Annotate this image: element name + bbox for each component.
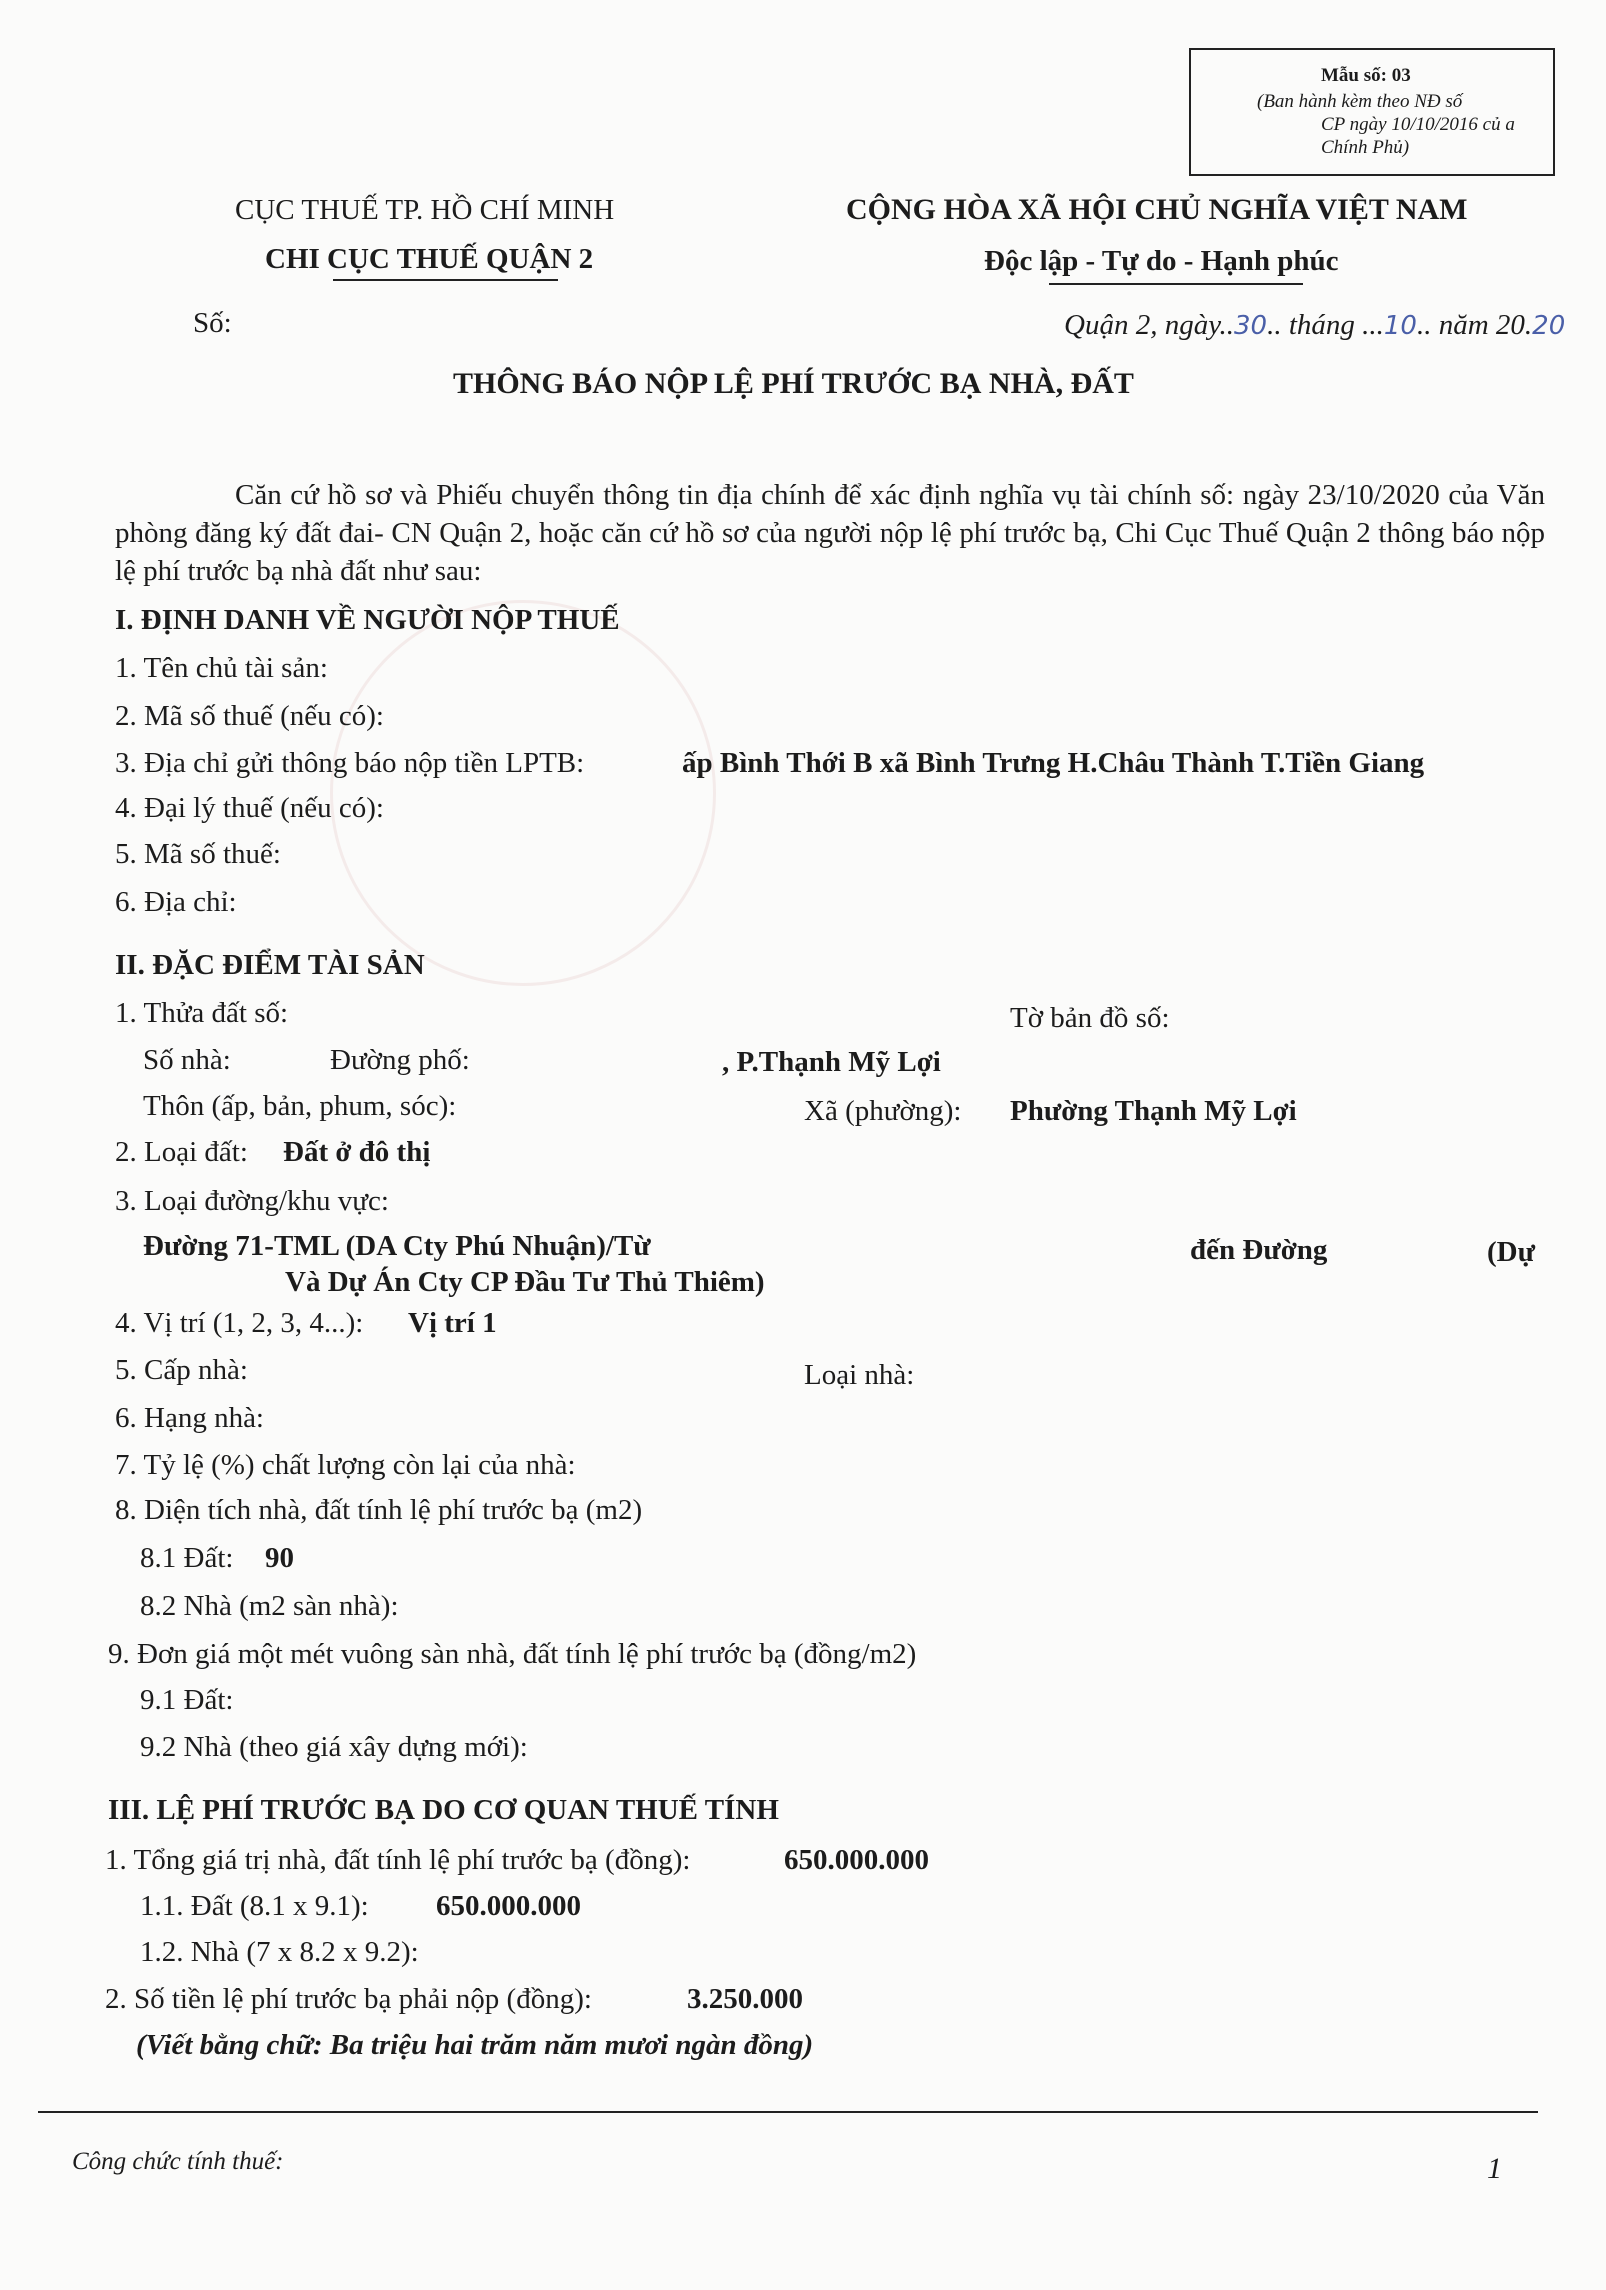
form-issuance-line-1: (Ban hành kèm theo NĐ số bbox=[1257, 91, 1463, 112]
road-type-value-line-2: Và Dự Án Cty CP Đầu Tư Thủ Thiêm) bbox=[285, 1266, 765, 1298]
remaining-quality-label: 7. Tỷ lệ (%) chất lượng còn lại của nhà: bbox=[115, 1449, 576, 1481]
date-month-dots-2: .. bbox=[1416, 309, 1439, 341]
date-day-handwritten: 30 bbox=[1233, 311, 1268, 341]
fee-payable-value: 3.250.000 bbox=[687, 1983, 803, 2015]
section-2-heading: II. ĐẶC ĐIỂM TÀI SẢN bbox=[115, 949, 425, 981]
tax-officer-label: Công chức tính thuế: bbox=[72, 2148, 284, 2175]
notice-address-value: ấp Bình Thới B xã Bình Trưng H.Châu Thành T.Tiền Giang bbox=[682, 747, 1425, 779]
form-number-box bbox=[1189, 48, 1555, 176]
agency-name: CHI CỤC THUẾ QUẬN 2 bbox=[265, 243, 594, 275]
date-line bbox=[1064, 307, 1565, 344]
road-type-value-to: đến Đường bbox=[1190, 1234, 1328, 1266]
land-area-value: 90 bbox=[265, 1542, 294, 1574]
motto-underline bbox=[1049, 283, 1303, 285]
road-type-value-line-1: Đường 71-TML (DA Cty Phú Nhuận)/Từ bbox=[143, 1230, 651, 1262]
document-title: THÔNG BÁO NỘP LỆ PHÍ TRƯỚC BẠ NHÀ, ĐẤT bbox=[453, 367, 1134, 400]
tax-code-label: 2. Mã số thuế (nếu có): bbox=[115, 700, 384, 732]
road-type-label: 3. Loại đường/khu vực: bbox=[115, 1185, 389, 1217]
land-type-value: Đất ở đô thị bbox=[283, 1136, 431, 1168]
date-place: Quận 2, ngày bbox=[1064, 309, 1220, 341]
unit-price-heading: 9. Đơn giá một mét vuông sàn nhà, đất tính lệ phí trước bạ (đồng/m2) bbox=[108, 1638, 917, 1670]
agency-parent: CỤC THUẾ TP. HỒ CHÍ MINH bbox=[235, 194, 615, 226]
date-day-dots-2: .. bbox=[1267, 309, 1289, 341]
land-value: 650.000.000 bbox=[436, 1890, 581, 1922]
ward-value: Phường Thạnh Mỹ Lợi bbox=[1010, 1095, 1297, 1127]
national-motto: Độc lập - Tự do - Hạnh phúc bbox=[984, 245, 1339, 277]
land-area-label: 8.1 Đất: bbox=[140, 1542, 234, 1574]
street-label: Đường phố: bbox=[330, 1044, 470, 1076]
agency-underline bbox=[333, 279, 558, 281]
owner-name-label: 1. Tên chủ tài sản: bbox=[115, 652, 328, 684]
date-month-handwritten: 10 bbox=[1383, 311, 1417, 341]
date-month-dots: ... bbox=[1354, 309, 1384, 341]
ward-label: Xã (phường): bbox=[804, 1095, 962, 1127]
document-number-label: Số: bbox=[193, 307, 232, 339]
agent-address-label: 6. Địa chỉ: bbox=[115, 886, 237, 918]
fee-payable-label: 2. Số tiền lệ phí trước bạ phải nộp (đồng): bbox=[105, 1983, 592, 2015]
area-heading: 8. Diện tích nhà, đất tính lệ phí trước bạ (m2) bbox=[115, 1494, 643, 1526]
house-class-label: 6. Hạng nhà: bbox=[115, 1402, 264, 1434]
land-plot-label: 1. Thửa đất số: bbox=[115, 997, 289, 1029]
fee-in-words: (Viết bằng chữ: Ba triệu hai trăm năm mươi ngàn đồng) bbox=[136, 2029, 814, 2061]
nation-name: CỘNG HÒA XÃ HỘI CHỦ NGHĨA VIỆT NAM bbox=[846, 193, 1468, 226]
form-issuance-line-2: CP ngày 10/10/2016 củ a bbox=[1321, 114, 1515, 135]
total-value-label: 1. Tổng giá trị nhà, đất tính lệ phí trước bạ (đồng): bbox=[105, 1844, 691, 1876]
date-year-label: năm 20. bbox=[1438, 309, 1533, 341]
section-1-heading: I. ĐỊNH DANH VỀ NGƯỜI NỘP THUẾ bbox=[115, 604, 620, 636]
position-value: Vị trí 1 bbox=[408, 1307, 497, 1339]
land-unit-price-label: 9.1 Đất: bbox=[140, 1684, 234, 1716]
faint-seal-mark bbox=[330, 600, 716, 986]
section-3-heading: III. LỆ PHÍ TRƯỚC BẠ DO CƠ QUAN THUẾ TÍNH bbox=[108, 1794, 779, 1826]
house-type-label: Loại nhà: bbox=[804, 1359, 915, 1391]
form-issuance-line-3: Chính Phủ) bbox=[1321, 137, 1410, 158]
land-value-label: 1.1. Đất (8.1 x 9.1): bbox=[140, 1890, 369, 1922]
notice-address-label: 3. Địa chỉ gửi thông báo nộp tiền LPTB: bbox=[115, 747, 585, 779]
house-unit-price-label: 9.2 Nhà (theo giá xây dựng mới): bbox=[140, 1731, 528, 1763]
form-number: Mẫu số: 03 bbox=[1321, 65, 1411, 86]
road-type-value-project: (Dự bbox=[1487, 1236, 1536, 1268]
land-type-label: 2. Loại đất: bbox=[115, 1136, 248, 1168]
position-label: 4. Vị trí (1, 2, 3, 4...): bbox=[115, 1307, 364, 1339]
tax-agent-label: 4. Đại lý thuế (nếu có): bbox=[115, 792, 384, 824]
agent-tax-code-label: 5. Mã số thuế: bbox=[115, 838, 281, 870]
date-day-dots: .. bbox=[1219, 309, 1234, 341]
page-number: 1 bbox=[1487, 2152, 1502, 2185]
house-value-label: 1.2. Nhà (7 x 8.2 x 9.2): bbox=[140, 1936, 419, 1968]
intro-paragraph: Căn cứ hồ sơ và Phiếu chuyển thông tin địa chính để xác định nghĩa vụ tài chính số: ngày 23/10/2020 của Văn phòng đăng ký đất đai- CN Quận 2, hoặc căn cứ hồ sơ của người nộp lệ phí trước bạ, Chi Cục Thuế Quận 2 thông báo nộp lệ phí trước bạ nhà đất như sau: bbox=[115, 479, 1545, 587]
total-value: 650.000.000 bbox=[784, 1844, 929, 1876]
footer-divider bbox=[38, 2111, 1538, 2113]
hamlet-label: Thôn (ấp, bản, phum, sóc): bbox=[143, 1090, 457, 1122]
date-month-label: tháng bbox=[1288, 309, 1355, 341]
date-year-handwritten: 20 bbox=[1532, 311, 1566, 341]
house-area-label: 8.2 Nhà (m2 sàn nhà): bbox=[140, 1590, 399, 1622]
house-grade-label: 5. Cấp nhà: bbox=[115, 1354, 248, 1386]
street-value: , P.Thạnh Mỹ Lợi bbox=[722, 1046, 941, 1078]
house-number-label: Số nhà: bbox=[143, 1044, 231, 1076]
map-sheet-label: Tờ bản đồ số: bbox=[1010, 1002, 1170, 1034]
